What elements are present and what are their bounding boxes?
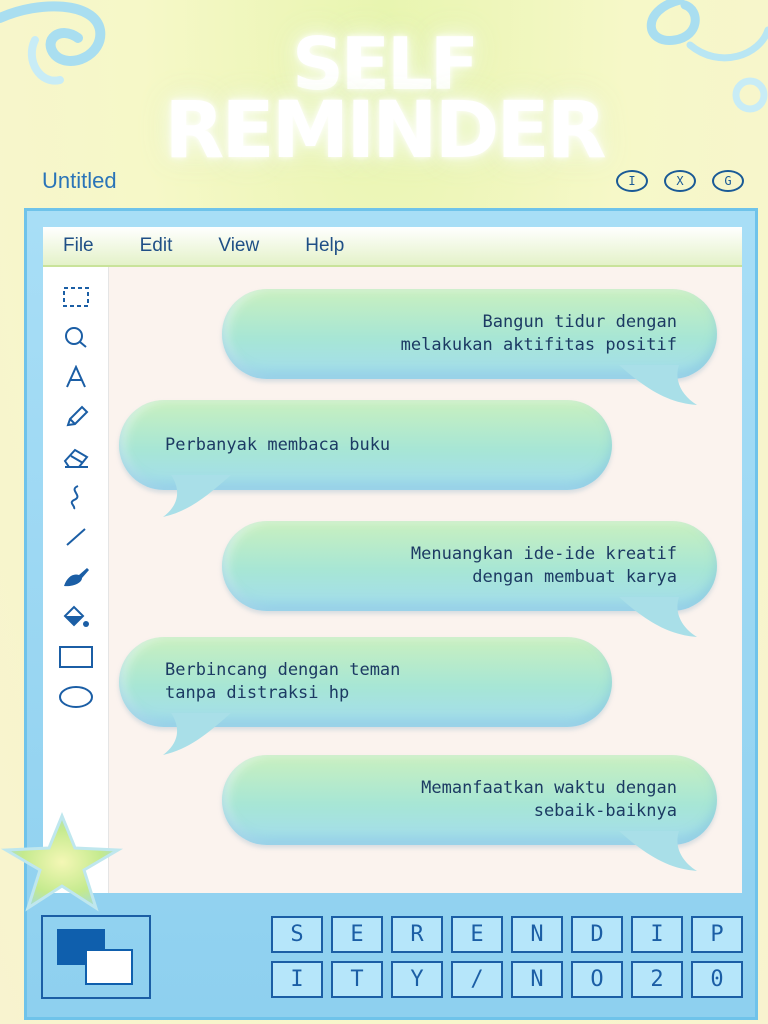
letter-cell: T bbox=[331, 961, 383, 998]
letter-row-1 bbox=[271, 916, 743, 953]
letter-cell: I bbox=[271, 961, 323, 998]
letter-cell: I bbox=[631, 916, 683, 953]
letter-cell: S bbox=[271, 916, 323, 953]
window-button-i[interactable]: I bbox=[616, 170, 648, 192]
letter-cell: 0 bbox=[691, 961, 743, 998]
letter-cell: R bbox=[391, 916, 443, 953]
letter-grid bbox=[271, 916, 743, 1006]
letter-cell: O bbox=[571, 961, 623, 998]
paint-area bbox=[43, 227, 742, 893]
title-line-1: SELF bbox=[291, 22, 477, 106]
tool-palette bbox=[43, 267, 109, 893]
letter-cell: / bbox=[451, 961, 503, 998]
menu-bar bbox=[43, 227, 742, 267]
background-color-swatch[interactable] bbox=[85, 949, 133, 985]
brush-icon[interactable] bbox=[59, 563, 93, 591]
text-icon[interactable] bbox=[59, 363, 93, 391]
window-controls bbox=[616, 170, 744, 192]
document-title: Untitled bbox=[42, 168, 117, 193]
drawing-canvas[interactable] bbox=[109, 267, 742, 893]
title-line-2: REMINDER bbox=[164, 86, 604, 176]
magnifier-icon[interactable] bbox=[59, 323, 93, 351]
speech-bubble-4: Berbincang dengan teman tanpa distraksi hp bbox=[119, 637, 612, 727]
window-button-x[interactable]: X bbox=[664, 170, 696, 192]
color-selector[interactable] bbox=[41, 915, 151, 999]
ellipse-icon[interactable] bbox=[59, 683, 93, 711]
rectangle-icon[interactable] bbox=[59, 643, 93, 671]
curve-icon[interactable] bbox=[59, 483, 93, 511]
letter-cell: D bbox=[571, 916, 623, 953]
star-decoration bbox=[0, 808, 130, 918]
speech-bubble-5: Memanfaatkan waktu dengan sebaik-baiknya bbox=[222, 755, 717, 845]
letter-cell: N bbox=[511, 961, 563, 998]
letter-cell: P bbox=[691, 916, 743, 953]
speech-bubble-3: Menuangkan ide-ide kreatif dengan membuat karya bbox=[222, 521, 717, 611]
letter-cell: N bbox=[511, 916, 563, 953]
eraser-icon[interactable] bbox=[59, 443, 93, 471]
menu-view[interactable]: View bbox=[218, 235, 260, 256]
letter-cell: 2 bbox=[631, 961, 683, 998]
window-button-g[interactable]: G bbox=[712, 170, 744, 192]
speech-bubble-2: Perbanyak membaca buku bbox=[119, 400, 612, 490]
select-rect-icon[interactable] bbox=[59, 283, 93, 311]
menu-edit[interactable]: Edit bbox=[139, 235, 173, 256]
letter-cell: E bbox=[331, 916, 383, 953]
letter-cell: Y bbox=[391, 961, 443, 998]
menu-file[interactable]: File bbox=[63, 235, 94, 256]
letter-cell: E bbox=[451, 916, 503, 953]
letter-row-2 bbox=[271, 961, 743, 998]
menu-help[interactable]: Help bbox=[305, 235, 345, 256]
fill-bucket-icon[interactable] bbox=[59, 603, 93, 631]
speech-bubble-1: Bangun tidur dengan melakukan aktifitas positif bbox=[222, 289, 717, 379]
pencil-icon[interactable] bbox=[59, 403, 93, 431]
paint-window bbox=[24, 208, 758, 1020]
line-icon[interactable] bbox=[59, 523, 93, 551]
